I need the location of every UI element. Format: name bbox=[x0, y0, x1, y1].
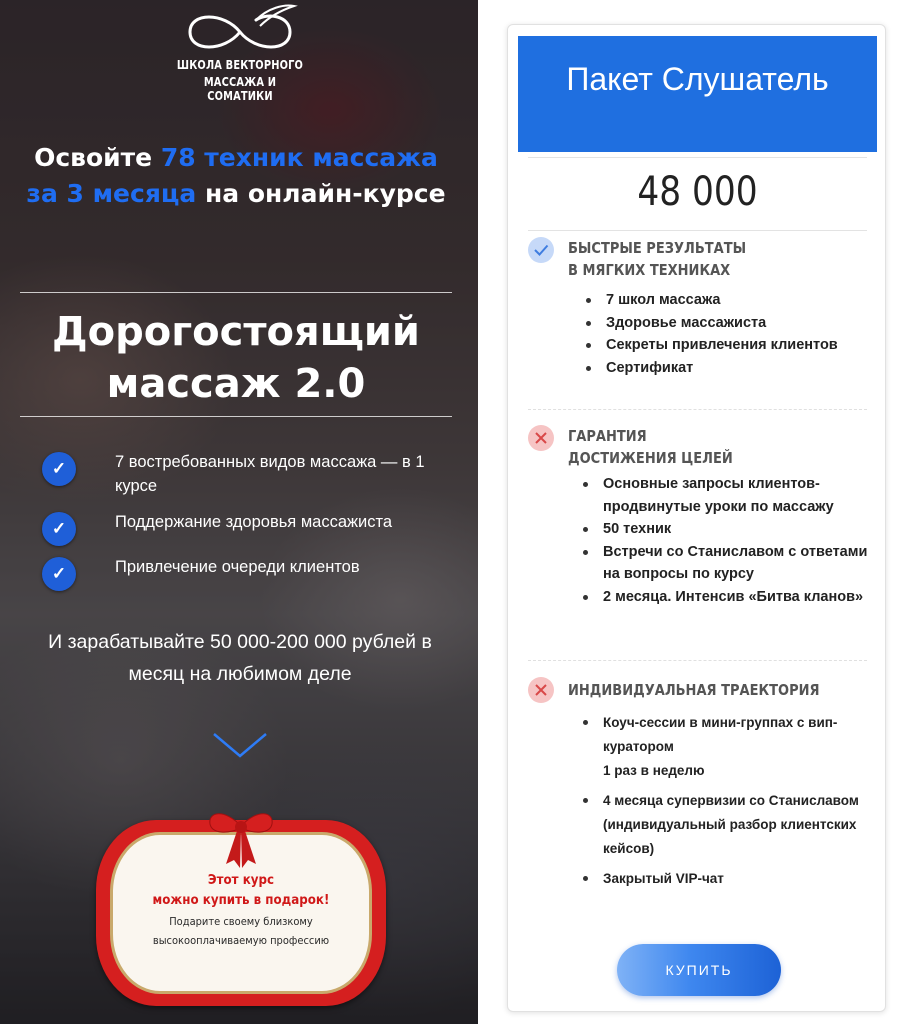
package-price: 48 000 bbox=[637, 169, 758, 215]
course-title-line-1: Дорогостоящий bbox=[52, 309, 420, 355]
gift-line-4: высокооплачиваемую профессию bbox=[152, 934, 330, 947]
feature-item bbox=[42, 555, 462, 605]
pricing-card bbox=[507, 24, 886, 1012]
list-item: Закрытый VIP-чат bbox=[603, 867, 868, 891]
gift-line-2: можно купить в подарок! bbox=[152, 892, 330, 908]
package-title: Пакет Слушатель bbox=[518, 36, 877, 152]
headline-part-4: на онлайн-курсе bbox=[196, 179, 446, 208]
logo-line-2: МАССАЖА И СОМАТИКИ bbox=[203, 75, 277, 103]
section-heading bbox=[568, 237, 812, 281]
list-item: Встречи со Станиславом с ответами на вопросы по курсу bbox=[603, 541, 868, 586]
section-divider bbox=[528, 660, 867, 661]
feature-text: 7 востребованных видов массажа — в 1 курсе bbox=[115, 453, 425, 495]
cross-circle-icon bbox=[528, 425, 554, 451]
hero-headline bbox=[20, 140, 452, 212]
section-heading bbox=[568, 679, 820, 701]
chevron-down-icon[interactable] bbox=[212, 732, 268, 758]
section-item-list bbox=[603, 711, 868, 891]
section-heading-line-1: ГАРАНТИЯ bbox=[568, 427, 647, 445]
list-item: Сертификат bbox=[606, 357, 856, 380]
feature-text: Поддержание здоровья массажиста bbox=[115, 513, 393, 531]
school-logo[interactable] bbox=[160, 0, 320, 103]
list-item: 7 школ массажа bbox=[606, 289, 856, 312]
gift-headline bbox=[131, 870, 351, 910]
headline-part-1: Освойте bbox=[34, 143, 161, 172]
list-item: 2 месяца. Интенсив «Битва кланов» bbox=[603, 586, 868, 609]
feature-item bbox=[42, 450, 462, 500]
benefit-section-results bbox=[528, 237, 868, 407]
check-icon: ✓ bbox=[42, 452, 76, 486]
list-item: Основные запросы клиентов-продвинутые уроки по массажу bbox=[603, 473, 868, 518]
list-item: 50 техник bbox=[603, 518, 868, 541]
infinity-feather-logo-icon bbox=[172, 2, 308, 58]
headline-highlight-techniques: 78 техник массажа bbox=[160, 143, 438, 172]
course-title bbox=[10, 306, 462, 410]
list-item: 4 месяца супервизии со Станиславом (индивидуальный разбор клиентских кейсов) bbox=[603, 789, 868, 861]
feature-text: Привлечение очереди клиентов bbox=[115, 558, 360, 576]
list-item: Здоровье массажиста bbox=[606, 312, 856, 335]
gift-line-1: Этот курс bbox=[207, 872, 275, 888]
benefit-section-guarantee bbox=[528, 425, 868, 657]
list-item: Коуч-сессии в мини-группах с вип-куратором 1 раз в неделю bbox=[603, 711, 868, 783]
check-icon: ✓ bbox=[42, 512, 76, 546]
hero-divider-bottom bbox=[20, 416, 452, 417]
course-title-line-2: массаж 2.0 bbox=[106, 361, 366, 407]
section-heading-line-2: ДОСТИЖЕНИЯ ЦЕЛЕЙ bbox=[568, 449, 733, 467]
earnings-text: И зарабатывайте 50 000-200 000 рублей в месяц на любимом деле bbox=[48, 631, 432, 685]
logo-line-1: ШКОЛА ВЕКТОРНОГО bbox=[176, 58, 304, 72]
hero-divider-top bbox=[20, 292, 452, 293]
gift-badge[interactable] bbox=[96, 806, 386, 1022]
section-item-list bbox=[606, 289, 856, 379]
feature-item bbox=[42, 510, 462, 560]
red-bow-icon bbox=[204, 806, 278, 870]
buy-button[interactable]: КУПИТЬ bbox=[617, 944, 781, 996]
section-divider bbox=[528, 409, 867, 410]
gift-line-3: Подарите своему близкому bbox=[169, 915, 313, 928]
section-heading-line-2: В МЯГКИХ ТЕХНИКАХ bbox=[568, 261, 731, 279]
list-item: Секреты привлечения клиентов bbox=[606, 334, 856, 357]
section-heading-line-1: БЫСТРЫЕ РЕЗУЛЬТАТЫ bbox=[568, 239, 747, 257]
card-divider bbox=[528, 230, 867, 231]
check-icon: ✓ bbox=[42, 557, 76, 591]
section-heading-line-1: ИНДИВИДУАЛЬНАЯ ТРАЕКТОРИЯ bbox=[568, 681, 820, 699]
section-heading bbox=[568, 425, 812, 469]
section-item-list bbox=[603, 473, 868, 608]
gift-subtext bbox=[129, 912, 354, 950]
benefit-section-individual bbox=[528, 677, 868, 897]
check-circle-icon bbox=[528, 237, 554, 263]
card-divider bbox=[528, 157, 867, 158]
cross-circle-icon bbox=[528, 677, 554, 703]
headline-highlight-months: за 3 месяца bbox=[26, 179, 197, 208]
